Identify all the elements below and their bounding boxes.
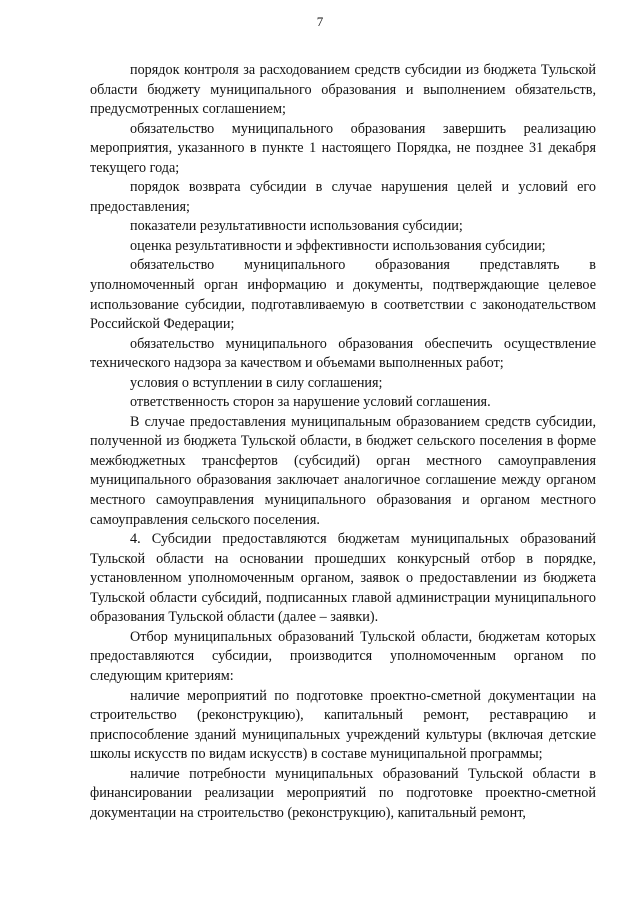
paragraph-entry-into-force: условия о вступлении в силу соглашения;	[130, 374, 383, 391]
paragraph-selection-criteria: Отбор муниципальных образований Тульской области, бюджетам которых предоставляются субсидии, производится уполномоченным органом по следующим критериям:	[90, 628, 596, 684]
paragraph-control-procedure: порядок контроля за расходованием средств субсидии из бюджета Тульской области бюджету муниципального образования и выполнением обязательств, предусмотренных соглашением;	[90, 62, 596, 118]
paragraph-section-4: 4. Субсидии предоставляются бюджетам муниципальных образований Тульской области на основании прошедших конкурсный отбор в порядке, установленном уполномоченным органом, заявок о предоставлении из бюджета Тульской области субсидий, подписанных главой администрации муниципального образования Тульской области (далее – заявки).	[90, 531, 596, 626]
page-number: 7	[316, 14, 324, 29]
paragraph-rural-settlement: В случае предоставления муниципальным образованием средств субсидии, полученной из бюджета Тульской области, в бюджет сельского поселения в форме межбюджетных трансфертов (субсидий) орган местного самоуправления муниципального образования заключает аналогичное соглашение между органом местного самоуправления муниципального образования и органом местного самоуправления сельского поселения.	[90, 413, 596, 528]
paragraph-performance-indicators: показатели результативности использования субсидии;	[130, 218, 463, 235]
paragraph-return-procedure: порядок возврата субсидии в случае нарушения целей и условий его предоставления;	[90, 179, 596, 215]
document-body	[90, 61, 596, 823]
paragraph-criterion-financing-need: наличие потребности муниципальных образований Тульской области в финансировании реализации мероприятий по подготовке проектно-сметной документации на строительство (реконструкцию), капитальный ремонт,	[90, 765, 596, 821]
paragraph-liability: ответственность сторон за нарушение условий соглашения.	[130, 394, 491, 411]
paragraph-effectiveness-assessment: оценка результативности и эффективности использования субсидии;	[130, 237, 546, 254]
paragraph-completion-obligation: обязательство муниципального образования завершить реализацию мероприятия, указанного в пункте 1 настоящего Порядка, не позднее 31 декабря текущего года;	[90, 120, 596, 176]
paragraph-criterion-activities: наличие мероприятий по подготовке проектно-сметной документации на строительство (реконструкцию), капитальный ремонт, реставрацию и приспособление зданий муниципальных учреждений культуры (включая детские школы искусств по видам искусств) в составе муниципальной программы;	[90, 687, 596, 763]
paragraph-technical-supervision: обязательство муниципального образования обеспечить осуществление технического надзора за качеством и объемами выполненных работ;	[90, 335, 596, 372]
paragraph-reporting-obligation: обязательство муниципального образования представлять в уполномоченный орган информацию и документы, подтверждающие целевое использование субсидии, подготавливаемую в соответствии с законодательством Российской Федерации;	[90, 257, 596, 333]
